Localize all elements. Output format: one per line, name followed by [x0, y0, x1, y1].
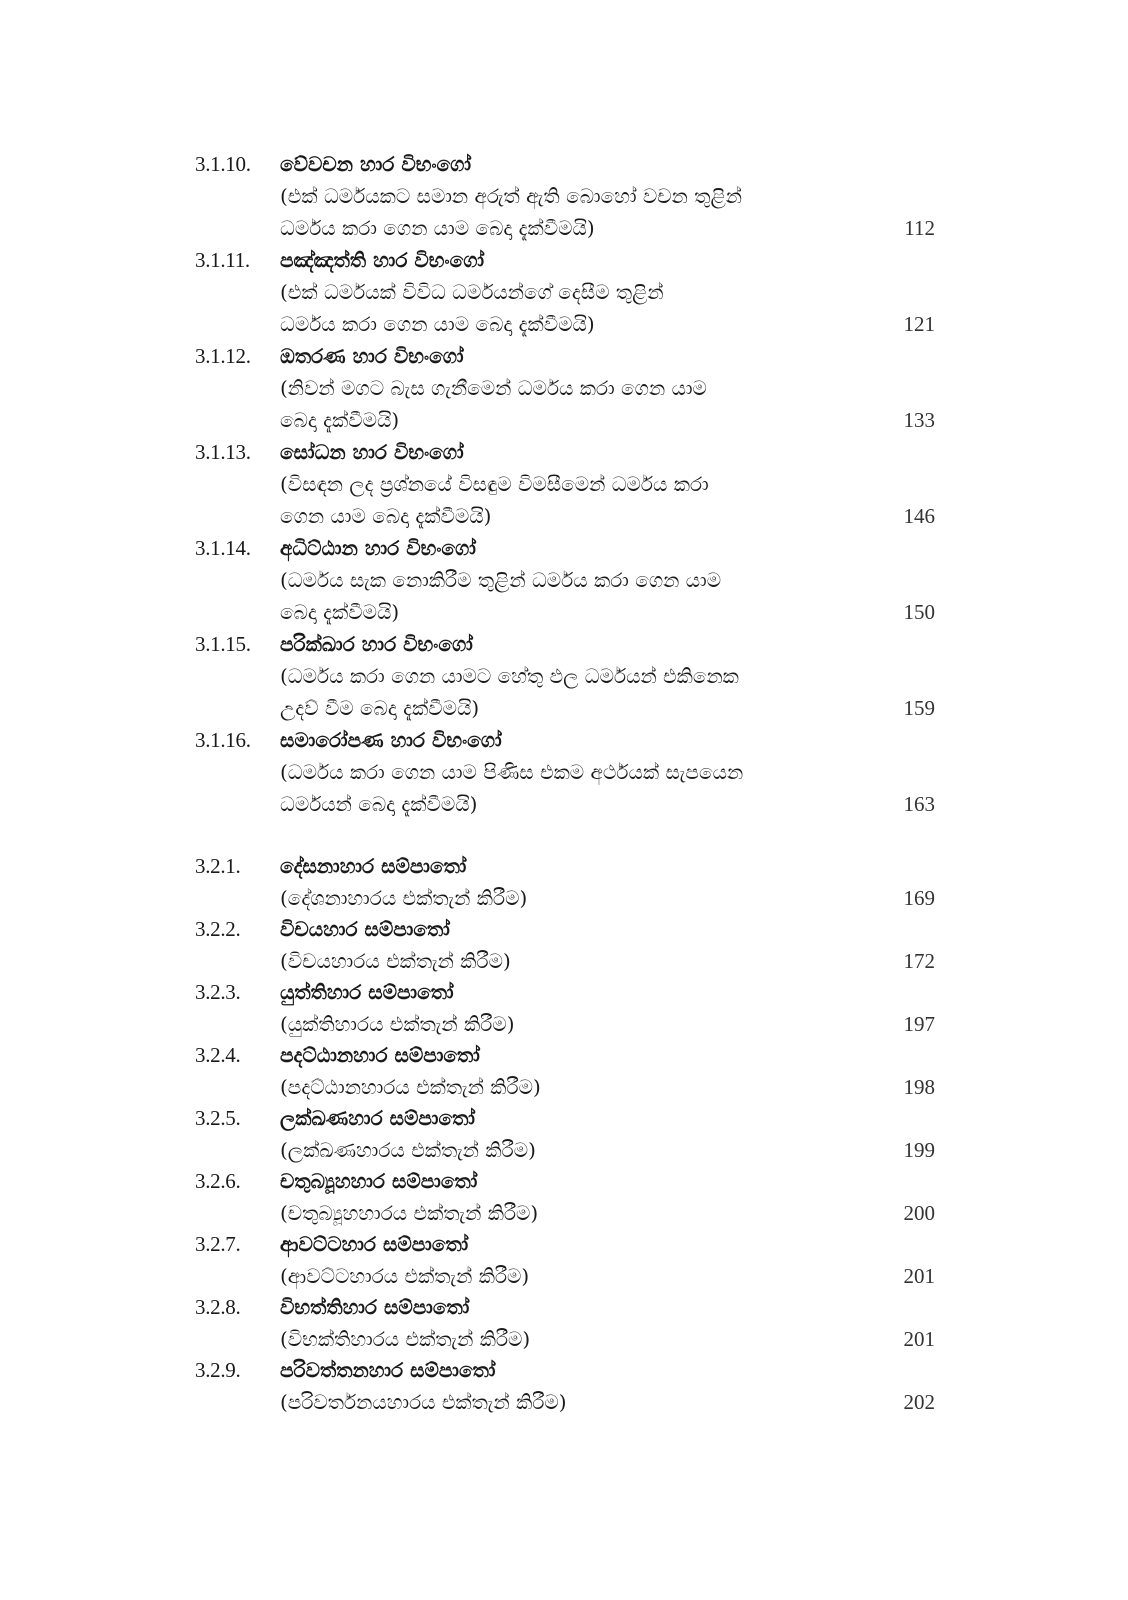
entry-description-line: (විභක්තිහාරය එක්තැන් කිරීම) — [280, 1326, 531, 1351]
toc-section-3-1 — [195, 148, 935, 820]
entry-page-number: 199 — [903, 1137, 935, 1162]
entry-title: ලක්ඛණහාර සම්පාතෝ — [280, 1106, 475, 1130]
section-spacer — [195, 820, 935, 851]
entry-description-line: (ධර්මය සැක නොකිරීම තුළින් ධර්මය කරා ගෙන යාම — [280, 568, 722, 592]
entry-page-number: 159 — [903, 696, 935, 720]
entry-body — [280, 851, 865, 914]
entry-number: 3.2.1. — [195, 854, 241, 878]
entry-number: 3.2.2. — [195, 917, 241, 941]
entry-number: 3.2.5. — [195, 1106, 241, 1130]
entry-number: 3.1.10. — [195, 152, 251, 176]
entry-title: අධිට්ඨාන හාර විභංගෝ — [280, 536, 476, 560]
entry-title: පදට්ඨානහාර සම්පාතෝ — [280, 1043, 480, 1067]
toc-entry[interactable] — [195, 851, 935, 914]
entry-body — [280, 628, 865, 724]
entry-description-line: (ආවට්ටහාරය එක්තැන් කිරීම) — [280, 1263, 530, 1288]
toc-entry[interactable] — [195, 914, 935, 977]
toc-entry[interactable] — [195, 1040, 935, 1103]
toc-entry[interactable] — [195, 340, 935, 436]
entry-body — [280, 914, 865, 977]
entry-title: සමාරෝපණ හාර විභංගෝ — [280, 728, 502, 752]
entry-body — [280, 148, 865, 244]
entry-page-number: 146 — [903, 504, 935, 528]
entry-body — [280, 1040, 865, 1103]
toc-entry[interactable] — [195, 1103, 935, 1166]
entry-number: 3.1.16. — [195, 728, 251, 752]
entry-description-line: බෙදා දැක්වීමයි) — [280, 408, 400, 432]
entry-description-line: (ධර්මය කරා ගෙන යාම පිණිස එකම අර්ථයක් සැපයෙන — [280, 760, 744, 784]
entry-description-line: (නිවන් මගට බැස ගැනීමෙන් ධර්මය කරා ගෙන යාම — [280, 376, 707, 400]
entry-description-line: (පරිවර්තනයහාරය එක්තැන් කිරීම) — [280, 1389, 567, 1414]
entry-number: 3.2.3. — [195, 980, 241, 1004]
entry-title: විභත්තිහාර සම්පාතෝ — [280, 1295, 470, 1319]
entry-description-line: ධර්මයන් බෙදා දැක්වීමයි) — [280, 792, 478, 816]
toc-entry[interactable] — [195, 532, 935, 628]
entry-title: දේසනාහාර සම්පාතෝ — [280, 854, 467, 878]
toc-entry[interactable] — [195, 436, 935, 532]
entry-number: 3.2.4. — [195, 1043, 241, 1067]
entry-title: ආවට්ටහාර සම්පාතෝ — [280, 1232, 469, 1256]
entry-description-line: (එක් ධර්මයක් විවිධ ධර්මයන්ගේ දෙසීම තුළින් — [280, 280, 664, 304]
entry-description-line: (යුක්තිහාරය එක්තැන් කිරීම) — [280, 1011, 515, 1036]
toc-entry[interactable] — [195, 977, 935, 1040]
entry-description-line: (පදට්ඨානහාරය එක්තැන් කිරීම) — [280, 1074, 541, 1099]
toc-entry[interactable] — [195, 724, 935, 820]
entry-number: 3.2.9. — [195, 1358, 241, 1382]
toc-entry[interactable] — [195, 1355, 935, 1418]
entry-number: 3.1.14. — [195, 536, 251, 560]
entry-description-line: (එක් ධර්මයකට සමාන අරුත් ඇති බොහෝ වචන තුළින් — [280, 184, 743, 208]
entry-title: චතුබ්‍යූහහාර සම්පාතෝ — [280, 1169, 478, 1193]
entry-page-number: 133 — [903, 408, 935, 432]
entry-body — [280, 1103, 865, 1166]
toc-entry[interactable] — [195, 148, 935, 244]
entry-description-line: (විචයහාරය එක්තැන් කිරීම) — [280, 948, 511, 973]
entry-body — [280, 977, 865, 1040]
entry-body — [280, 244, 865, 340]
entry-page-number: 172 — [903, 948, 935, 973]
entry-body — [280, 1229, 865, 1292]
toc-entry[interactable] — [195, 1229, 935, 1292]
entry-description-line: බෙදා දැක්වීමයි) — [280, 600, 400, 624]
entry-number: 3.1.15. — [195, 632, 251, 656]
entry-page-number: 169 — [903, 885, 935, 910]
entry-body — [280, 1166, 865, 1229]
entry-body — [280, 1355, 865, 1418]
table-of-contents — [195, 148, 935, 1418]
entry-body — [280, 1292, 865, 1355]
entry-description-line: ධර්මය කරා ගෙන යාම බෙදා දැක්වීමයි) — [280, 312, 595, 336]
entry-title: පඤ්ඤත්ති හාර විභංගෝ — [280, 248, 485, 272]
entry-description-line: ධර්මය කරා ගෙන යාම බෙදා දැක්වීමයි) — [280, 216, 595, 240]
entry-page-number: 121 — [903, 312, 935, 336]
entry-page-number: 163 — [903, 792, 935, 816]
entry-page-number: 150 — [903, 600, 935, 624]
entry-title: ඔතරණ හාර විභංගෝ — [280, 344, 464, 368]
toc-entry[interactable] — [195, 628, 935, 724]
entry-page-number: 201 — [903, 1263, 935, 1288]
entry-body — [280, 340, 865, 436]
entry-description-line: උදව් වීම බෙදා දැක්වීමයි) — [280, 696, 480, 720]
entry-description-line: ගෙන යාම බෙදා දැක්වීමයි) — [280, 504, 492, 528]
entry-title: පරිවත්තනහාර සම්පාතෝ — [280, 1358, 496, 1382]
entry-page-number: 202 — [903, 1389, 935, 1414]
entry-number: 3.1.11. — [195, 248, 250, 272]
entry-description-line: (ලක්ඛණහාරය එක්තැන් කිරීම) — [280, 1137, 536, 1162]
entry-number: 3.2.7. — [195, 1232, 241, 1256]
entry-description-line: (විසඳන ලද ප්‍රශ්නයේ විසඳුම විමසීමෙන් ධර්මය කරා — [280, 472, 709, 496]
entry-body — [280, 724, 865, 820]
toc-entry[interactable] — [195, 1292, 935, 1355]
entry-description-line: (චතුබ්‍යූහහාරය එක්තැන් කිරීම) — [280, 1200, 539, 1225]
entry-number: 3.1.13. — [195, 440, 251, 464]
entry-page-number: 198 — [903, 1074, 935, 1099]
toc-entry[interactable] — [195, 244, 935, 340]
entry-page-number: 200 — [903, 1200, 935, 1225]
entry-body — [280, 436, 865, 532]
entry-description-line: (දේශනාහාරය එක්තැන් කිරීම) — [280, 885, 528, 910]
entry-title: සෝධන හාර විභංගෝ — [280, 440, 464, 464]
entry-number: 3.2.8. — [195, 1295, 241, 1319]
toc-section-3-2 — [195, 851, 935, 1418]
entry-title: විචයහාර සම්පාතෝ — [280, 917, 450, 941]
entry-title: වේවචන හාර විභංගෝ — [280, 152, 472, 176]
entry-title: පරික්ඛාර හාර විභංගෝ — [280, 632, 473, 656]
entry-description-line: (ධර්මය කරා ගෙන යාමට හේතු ඵල ධර්මයන් එකිනෙක — [280, 664, 739, 688]
entry-page-number: 112 — [904, 216, 935, 240]
toc-entry[interactable] — [195, 1166, 935, 1229]
entry-page-number: 197 — [903, 1011, 935, 1036]
entry-body — [280, 532, 865, 628]
entry-number: 3.2.6. — [195, 1169, 241, 1193]
entry-page-number: 201 — [903, 1326, 935, 1351]
entry-number: 3.1.12. — [195, 344, 251, 368]
entry-title: යුත්තිහාර සම්පාතෝ — [280, 980, 454, 1004]
